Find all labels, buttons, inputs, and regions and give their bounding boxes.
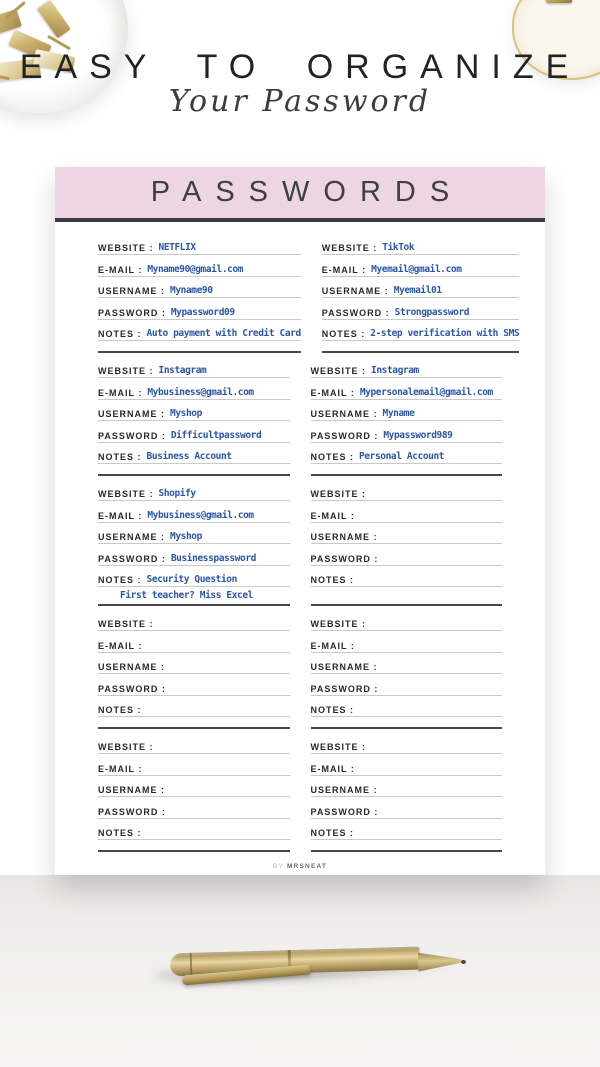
field-website-label: WEBSITE :	[310, 489, 366, 500]
field-notes	[98, 443, 290, 464]
password-entry-block	[98, 733, 290, 852]
field-notes-value: Personal Account	[359, 450, 445, 462]
field-email-label: E-MAIL :	[98, 387, 143, 398]
field-website-label: WEBSITE :	[310, 619, 366, 630]
field-email	[98, 255, 301, 276]
field-website-label: WEBSITE :	[98, 742, 154, 753]
field-password-label: PASSWORD :	[310, 683, 379, 694]
field-website	[98, 733, 290, 754]
password-entry-block	[98, 480, 290, 606]
field-website	[311, 733, 503, 754]
field-website-label: WEBSITE :	[98, 489, 154, 500]
field-email-label: E-MAIL :	[310, 640, 355, 651]
field-notes-label: NOTES :	[98, 704, 142, 715]
field-password	[322, 298, 519, 319]
password-entry-block	[311, 733, 503, 852]
field-website	[322, 234, 519, 255]
field-password	[311, 797, 503, 818]
field-username-label: USERNAME :	[310, 662, 378, 673]
block-separator	[311, 474, 503, 476]
field-email	[98, 754, 290, 775]
field-website-label: WEBSITE :	[321, 243, 378, 254]
field-website	[98, 357, 290, 378]
field-website	[98, 480, 290, 501]
field-email-value: Mypersonalemail@gmail.com	[359, 386, 493, 398]
gold-pen-icon	[160, 942, 482, 1000]
field-notes	[98, 819, 290, 840]
field-username-value: Myshop	[170, 531, 202, 543]
field-username-value: Myname90	[170, 285, 213, 297]
field-email-label: E-MAIL :	[98, 510, 143, 521]
field-notes-line2: First teacher? Miss Excel	[120, 589, 253, 601]
field-notes-value: Business Account	[146, 450, 232, 462]
password-entry-block	[322, 234, 519, 353]
field-password	[311, 421, 503, 442]
field-username	[98, 400, 290, 421]
password-entry-block	[311, 357, 503, 476]
field-email	[311, 754, 503, 775]
field-email	[98, 378, 290, 399]
block-separator	[311, 850, 503, 852]
field-email	[311, 378, 503, 399]
field-password	[98, 421, 290, 442]
block-separator	[311, 727, 503, 729]
field-password	[311, 544, 503, 565]
field-website-value: Instagram	[158, 365, 207, 377]
field-notes-label: NOTES :	[310, 451, 355, 462]
entry-fields	[98, 610, 290, 717]
field-email-label: E-MAIL :	[310, 387, 355, 398]
entry-fields	[311, 733, 503, 840]
field-notes	[98, 566, 290, 587]
field-username	[98, 776, 290, 797]
field-website-label: WEBSITE :	[310, 366, 366, 377]
block-separator	[322, 351, 519, 353]
password-entry-block	[98, 610, 290, 729]
password-tracker-sheet	[55, 167, 545, 875]
field-username	[311, 776, 503, 797]
field-notes-value: Security Question	[146, 573, 237, 585]
entry-fields	[98, 357, 290, 464]
entry-row	[98, 357, 502, 476]
field-notes-label: NOTES :	[310, 704, 355, 715]
field-website-label: WEBSITE :	[98, 243, 154, 254]
field-website	[311, 480, 503, 501]
field-website-label: WEBSITE :	[310, 742, 366, 753]
entry-fields	[98, 733, 290, 840]
field-notes-label: NOTES :	[321, 328, 366, 339]
field-username-label: USERNAME :	[310, 785, 378, 796]
entry-row	[98, 480, 502, 606]
field-notes-label: NOTES :	[98, 574, 142, 585]
field-password	[98, 674, 290, 695]
byline-prefix: BY	[272, 863, 284, 870]
field-username-value: Myname	[382, 408, 415, 420]
field-website	[311, 357, 503, 378]
field-notes	[311, 443, 503, 464]
field-notes-label: NOTES :	[310, 827, 355, 838]
field-email-label: E-MAIL :	[321, 264, 367, 275]
field-password-value: Difficultpassword	[170, 429, 262, 441]
field-notes	[322, 320, 519, 341]
field-password-value: Strongpassword	[394, 306, 470, 318]
field-email	[311, 501, 503, 522]
field-password-label: PASSWORD :	[98, 307, 166, 318]
field-username-value: Myemail01	[393, 285, 442, 297]
field-username-label: USERNAME :	[321, 286, 389, 297]
field-password	[311, 674, 503, 695]
field-username	[98, 523, 290, 544]
field-notes-label: NOTES :	[98, 328, 142, 339]
pen-point	[461, 960, 466, 964]
field-email-label: E-MAIL :	[310, 510, 355, 521]
entry-fields	[98, 234, 301, 341]
block-separator	[98, 604, 290, 606]
field-password	[98, 544, 290, 565]
field-username-label: USERNAME :	[98, 662, 166, 673]
hero-subtitle: Your Password	[168, 84, 432, 119]
sheet-title: PASSWORDS	[150, 176, 464, 208]
field-notes-value: Auto payment with Credit Card	[146, 327, 301, 339]
block-separator	[98, 351, 301, 353]
field-username-label: USERNAME :	[98, 409, 166, 420]
field-email	[322, 255, 519, 276]
field-password-label: PASSWORD :	[310, 806, 379, 817]
field-username-label: USERNAME :	[310, 532, 378, 543]
block-separator	[311, 604, 503, 606]
field-email-value: Mybusiness@gmail.com	[147, 386, 254, 398]
field-password-label: PASSWORD :	[310, 553, 379, 564]
entry-row	[98, 610, 502, 729]
gold-binder-clip-icon	[37, 0, 71, 38]
entry-fields	[322, 234, 519, 341]
block-separator	[98, 727, 290, 729]
sheet-header	[55, 167, 545, 222]
field-notes	[311, 696, 503, 717]
field-username-label: USERNAME :	[98, 532, 166, 543]
field-email	[98, 631, 290, 652]
block-separator	[98, 850, 290, 852]
field-password-label: PASSWORD :	[98, 683, 166, 694]
field-email-value: Myname90@gmail.com	[147, 263, 244, 275]
field-website-label: WEBSITE :	[98, 619, 154, 630]
field-password	[98, 298, 301, 319]
field-username	[98, 653, 290, 674]
password-entry-block	[311, 610, 503, 729]
field-notes	[98, 320, 301, 341]
password-entry-block	[311, 480, 503, 606]
gold-binder-clip-icon	[546, 0, 572, 3]
field-username-label: USERNAME :	[98, 785, 166, 796]
field-notes	[98, 696, 290, 717]
field-username	[311, 523, 503, 544]
field-email-label: E-MAIL :	[310, 763, 355, 774]
field-username	[311, 400, 503, 421]
byline-brand: MRSNEAT	[287, 863, 328, 870]
field-username-label: USERNAME :	[98, 286, 166, 297]
field-email-label: E-MAIL :	[98, 640, 143, 651]
entries-grid	[55, 222, 545, 852]
field-password-label: PASSWORD :	[98, 553, 166, 564]
field-email-label: E-MAIL :	[98, 763, 143, 774]
field-website-label: WEBSITE :	[98, 366, 154, 377]
block-separator	[98, 474, 290, 476]
field-username-value: Myshop	[170, 408, 202, 420]
field-email	[98, 501, 290, 522]
hero-title: EASY TO ORGANIZE	[19, 48, 581, 86]
field-website	[98, 610, 290, 631]
field-password-label: PASSWORD :	[98, 806, 166, 817]
field-password-label: PASSWORD :	[310, 430, 379, 441]
entry-row	[98, 733, 502, 852]
field-notes-label: NOTES :	[98, 451, 142, 462]
field-password-value: Businesspassword	[170, 552, 256, 564]
field-password-label: PASSWORD :	[321, 307, 390, 318]
field-password-label: PASSWORD :	[98, 430, 166, 441]
field-notes	[311, 566, 503, 587]
field-notes-value: 2-step verification with SMS	[370, 327, 520, 339]
field-username	[322, 277, 519, 298]
password-entry-block	[98, 357, 290, 476]
field-website-value: NETFLIX	[158, 242, 196, 254]
field-website-value: Shopify	[158, 488, 196, 500]
field-password-value: Mypassword989	[383, 429, 453, 441]
field-notes-label: NOTES :	[310, 574, 355, 585]
field-password-value: Mypassword09	[170, 306, 235, 318]
entry-fields	[311, 610, 503, 717]
field-username	[98, 277, 301, 298]
field-website	[311, 610, 503, 631]
entry-fields	[98, 480, 290, 604]
field-email	[311, 631, 503, 652]
entry-fields	[311, 357, 503, 464]
field-email-value: Myemail@gmail.com	[371, 263, 462, 275]
field-website-value: Instagram	[371, 365, 419, 377]
field-email-label: E-MAIL :	[98, 264, 143, 275]
field-notes	[311, 819, 503, 840]
field-password	[98, 797, 290, 818]
password-entry-block	[98, 234, 301, 353]
entry-row	[98, 234, 520, 353]
byline	[55, 863, 545, 870]
field-notes-label: NOTES :	[98, 827, 142, 838]
field-username-label: USERNAME :	[310, 409, 378, 420]
field-username	[311, 653, 503, 674]
entry-fields	[311, 480, 503, 587]
field-website-value: TikTok	[382, 242, 415, 254]
field-email-value: Mybusiness@gmail.com	[147, 509, 254, 521]
field-website	[98, 234, 301, 255]
pen-ring	[190, 953, 193, 976]
